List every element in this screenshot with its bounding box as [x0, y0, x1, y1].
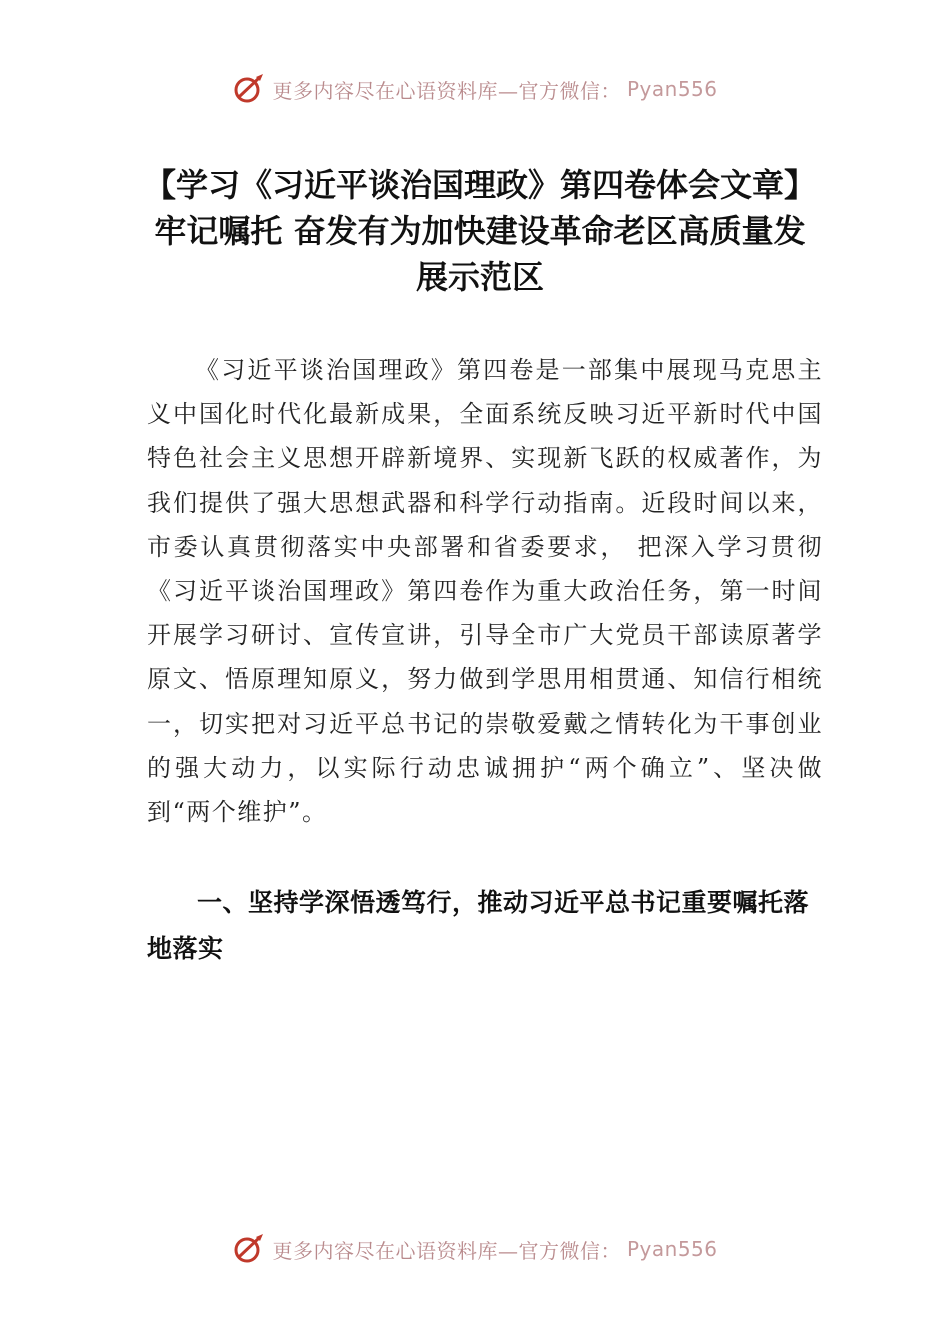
- footer-banner: [0, 1232, 950, 1266]
- brush-logo-icon: [232, 72, 266, 106]
- header-banner: [0, 72, 950, 106]
- header-banner-text: 更多内容尽在心语资料库—官方微信：: [272, 78, 621, 103]
- footer-banner-text: 更多内容尽在心语资料库—官方微信：: [272, 1238, 621, 1263]
- brush-logo-icon: [232, 1232, 266, 1266]
- document-title: 【学习《习近平谈治国理政》第四卷体会文章】牢记嘱托 奋发有为加快建设革命老区高质量发展示范区: [143, 166, 816, 296]
- body-paragraph: 《习近平谈治国理政》第四卷是一部集中展现马克思主义中国化时代化最新成果，全面系统反映习近平新时代中国特色社会主义思想开辟新境界、实现新飞跃的权威著作，为我们提供了强大思想武器和科学行动指南。近段时间以来，市委认真贯彻落实中央部署和省委要求， 把深入学习贯彻《习近平谈治国理政》第四卷作为重大政治任务，第一时间开展学习研讨、宣传宣讲，引导全市广大党员干部读原著学原文、悟原理知原义，努力做到学思用相贯通、知信行相统一，切实把对习近平总书记的崇敬爱戴之情转化为干事创业的强大动力，以实际行动忠诚拥护“两个确立”、坚决做到“两个维护”。: [147, 356, 823, 827]
- footer-wechat-id: Pyan556: [626, 1237, 718, 1261]
- section-heading: 一、坚持学深悟透笃行，推动习近平总书记重要嘱托落地落实: [147, 888, 810, 963]
- header-wechat-id: Pyan556: [626, 77, 718, 101]
